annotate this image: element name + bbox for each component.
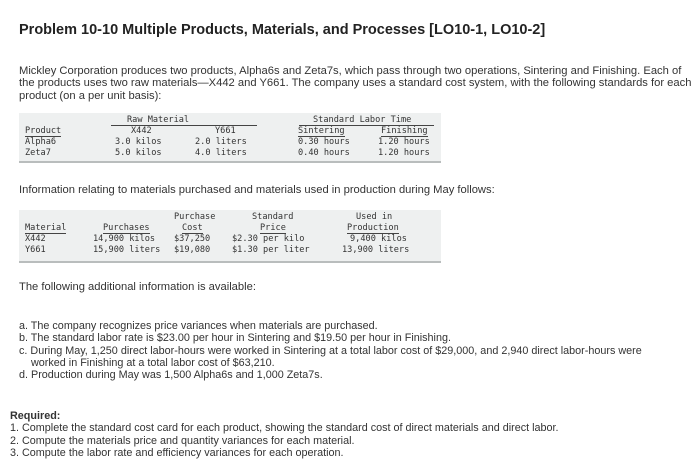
- sintering-column-header: Sintering: [298, 126, 345, 136]
- table-bottom-rule: [19, 161, 441, 163]
- table-cell: 13,900 liters: [342, 245, 410, 255]
- list-item-b: b. The standard labor rate is $23.00 per hour in Sintering and $19.50 per hour in Finishing.: [19, 332, 451, 345]
- table-cell: 14,900 kilos: [93, 234, 156, 244]
- purchase-cost-column-header: Cost: [182, 223, 203, 233]
- table-bottom-rule: [19, 261, 441, 263]
- required-heading: Required:: [10, 410, 61, 422]
- table-cell: 1.20 hours: [378, 148, 430, 158]
- list-item-c-continued: worked in Finishing at a total labor cost of $63,210.: [31, 356, 275, 369]
- table-cell: $2.30 per kilo: [232, 234, 305, 244]
- list-item-d: d. Production during May was 1,500 Alpha6s and 1,000 Zeta7s.: [19, 369, 323, 382]
- table-cell: $19,080: [174, 245, 211, 255]
- table-cell: 0.40 hours: [298, 148, 350, 158]
- required-item-1: 1. Complete the standard cost card for each product, showing the standard cost of direct materials and direct labor.: [10, 422, 559, 435]
- purchase-cost-header-top: Purchase: [174, 212, 216, 222]
- problem-title: Problem 10-10 Multiple Products, Materials, and Processes [LO10-1, LO10-2]: [19, 22, 546, 38]
- required-item-2: 2. Compute the materials price and quantity variances for each material.: [10, 434, 355, 447]
- standard-price-header-top: Standard: [252, 212, 294, 222]
- purchases-column-header: Purchases: [103, 223, 150, 233]
- table-cell: 0.30 hours: [298, 137, 350, 147]
- x442-column-header: X442: [131, 126, 152, 136]
- raw-material-group-header: Raw Material: [127, 115, 190, 125]
- y661-column-header: Y661: [215, 126, 236, 136]
- table-row-product: Alpha6: [25, 137, 57, 147]
- product-column-header: Product: [25, 126, 62, 136]
- list-item-c: c. During May, 1,250 direct labor-hours were worked in Sintering at a total labor cost of $29,000, and 2,940 direct labor-hours were: [19, 344, 642, 357]
- table-cell: 3.0 kilos: [115, 137, 162, 147]
- table-cell: $37,250: [174, 234, 211, 244]
- intro-paragraph: Mickley Corporation produces two products, Alpha6s and Zeta7s, which pass through two operations, Sintering and Finishing. Each of the products uses two raw materials—X442 and Y661. The company uses a standard cost system, with the following standards for each product (on a per unit basis):: [19, 65, 692, 102]
- used-column-header: Production: [347, 223, 399, 233]
- table-cell: 2.0 liters: [195, 137, 247, 147]
- additional-info-list: [19, 320, 695, 381]
- required-section: [10, 410, 690, 459]
- labor-time-group-header: Standard Labor Time: [313, 115, 412, 125]
- materials-info-text: Information relating to materials purchased and materials used in production during May follows:: [19, 184, 495, 196]
- table-row-product: Zeta7: [25, 148, 51, 158]
- used-header-top: Used in: [356, 212, 393, 222]
- material-column-header: Material: [25, 223, 67, 233]
- table-cell: 9,400 kilos: [350, 234, 407, 244]
- additional-info-text: The following additional information is available:: [19, 281, 256, 293]
- table-cell: 4.0 liters: [195, 148, 247, 158]
- table-cell: 5.0 kilos: [115, 148, 162, 158]
- table-row-material: Y661: [25, 245, 46, 255]
- required-item-3: 3. Compute the labor rate and efficiency variances for each operation.: [10, 446, 344, 459]
- table-row-material: X442: [25, 234, 46, 244]
- standards-table: [19, 113, 441, 163]
- finishing-column-header: Finishing: [381, 126, 428, 136]
- materials-table: [19, 210, 441, 263]
- table-cell: 1.20 hours: [378, 137, 430, 147]
- table-cell: $1.30 per liter: [232, 245, 310, 255]
- standard-price-column-header: Price: [260, 223, 286, 233]
- table-cell: 15,900 liters: [93, 245, 161, 255]
- list-item-a: a. The company recognizes price variances when materials are purchased.: [19, 320, 378, 332]
